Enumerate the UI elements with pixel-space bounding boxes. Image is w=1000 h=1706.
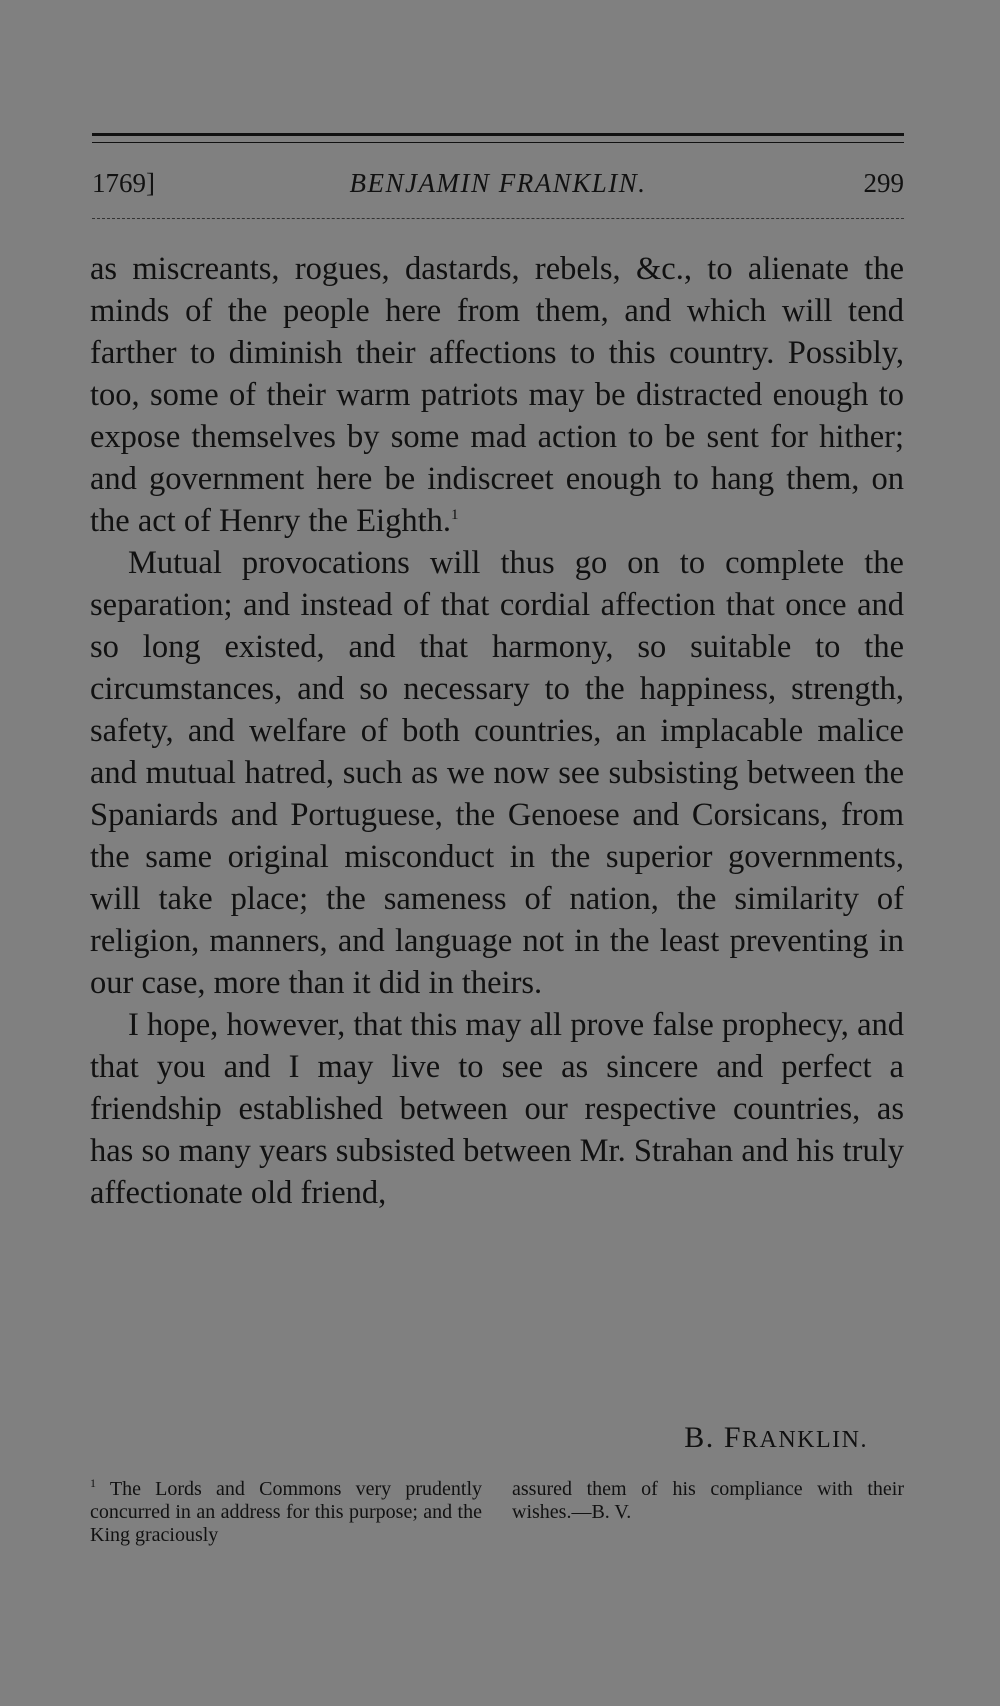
running-header xyxy=(92,168,904,208)
header-title: BENJAMIN FRANKLIN. xyxy=(349,168,647,198)
page-number: 299 xyxy=(863,168,904,198)
footnote-reference[interactable]: 1 xyxy=(451,507,459,523)
footnote-marker: 1 xyxy=(90,1476,96,1490)
header-divider xyxy=(92,218,904,219)
paragraph-1-text: as miscreants, rogues, dastards, rebels, &c., to alienate the minds of the people here from them, and which will tend farther to diminish their affections to this country. Possibly, too, some of their warm patriots may be distracted enough to expose themselves by some mad action to be sent for hither; and government here be indiscreet enough to hang them, on the act of Henry the Eighth. xyxy=(90,251,904,539)
header-rule-thin xyxy=(92,142,904,143)
paragraph-2: Mutual provocations will thus go on to complete the separation; and instead of that cordial affection that once and so long existed, and that harmony, so suitable to the circumstances, and so necessary to the happiness, strength, safety, and welfare of both countries, an implacable malice and mutual hatred, such as we now see subsisting between the Spaniards and Portuguese, the Genoese and Corsicans, from the same original misconduct in the superior governments, will take place; the sameness of nation, the similarity of religion, manners, and language not in the least preventing in our case, more than it did in theirs. xyxy=(90,545,904,1001)
footnote-left-text: The Lords and Commons very prudently concurred in an address for this purpose; and the King graciously xyxy=(90,1478,482,1546)
signature-name: FRANKLIN. xyxy=(723,1421,868,1454)
paragraph-3: I hope, however, that this may all prove false prophecy, and that you and I may live to see as sincere and perfect a friendship established between our respective countries, as has so many years subsisted between Mr. Strahan and his truly affectionate old friend, xyxy=(90,1007,904,1211)
signature-initial: B. xyxy=(684,1421,715,1454)
header-year: 1769] xyxy=(92,168,155,198)
paragraph-1 xyxy=(90,248,904,542)
header-rule-thick xyxy=(92,133,904,136)
signature xyxy=(0,1421,868,1455)
footnote-right-text: assured them of his compliance with their wishes.—B. V. xyxy=(512,1478,904,1523)
footnote-left-column xyxy=(90,1478,482,1547)
body-text xyxy=(90,248,904,1214)
footnote xyxy=(90,1478,904,1558)
footnote-right-column xyxy=(512,1478,904,1524)
